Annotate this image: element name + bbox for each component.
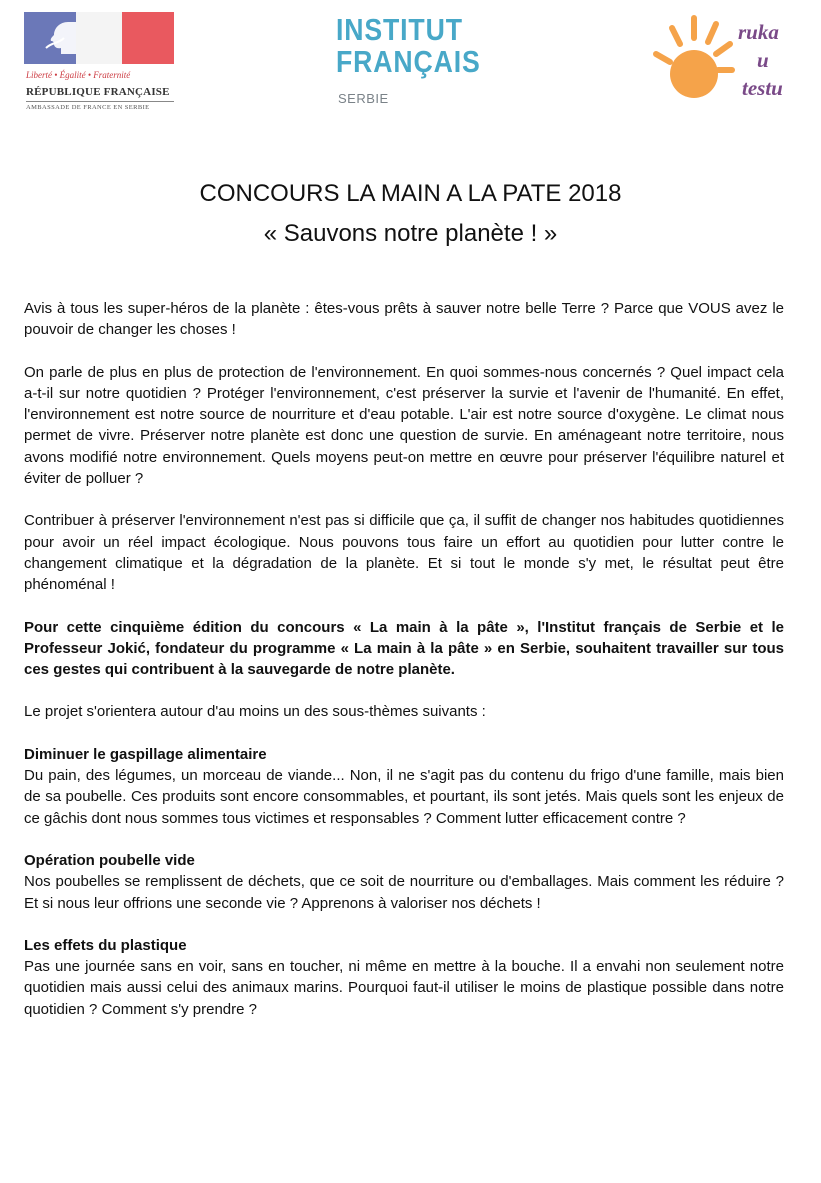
- subtheme-heading: Les effets du plastique: [24, 936, 187, 954]
- ruka-logo-line2: u: [757, 48, 769, 72]
- edition-paragraph: Pour cette cinquième édition du concours « La main à la pâte », l'Institut français de Serbie et le Professeur Jokić, fondateur du programme « La main à la pâte » en Serbie, souhaitent travailler sur tous ces gestes qui contribuent à la sauvegarde de notre planète.: [24, 618, 784, 679]
- tricolor-flag: [24, 12, 174, 64]
- subtheme-section: [24, 850, 784, 914]
- institut-logo-line2: FRANÇAIS: [336, 44, 481, 79]
- subtheme-heading: Diminuer le gaspillage alimentaire: [24, 745, 267, 763]
- institut-logo-country: SERBIE: [338, 91, 389, 106]
- divider: [26, 101, 174, 102]
- document-title: CONCOURS LA MAIN A LA PATE 2018: [199, 180, 622, 207]
- subtheme-heading: Opération poubelle vide: [24, 851, 195, 869]
- environment-paragraph: On parle de plus en plus de protection de l'environnement. En quoi sommes-nous concernés ? Quel impact cela a-t-il sur notre quotidien ? Protéger l'environnement, c'est préserver la survie et l'avenir de l'humanité. En effet, l'environnement est notre source de nourriture et d'eau potable. L'air est notre source d'oxygène. Le climat nous permet de vivre. Préserver notre planète est donc une question de survie. En aménageant notre territoire, nous avons modifié notre environnement. Quels moyens peut-on mettre en œuvre pour préserver l'équilibre naturel et éviter de polluer ?: [24, 363, 784, 488]
- republique-francaise-logo: [24, 12, 176, 116]
- header-logos: [0, 0, 821, 130]
- institut-francais-logo: [336, 14, 506, 114]
- subtheme-text: Pas une journée sans en voir, sans en toucher, ni même en mettre à la bouche. Il a envahi non seulement notre quotidien mais aussi celui des animaux marins. Pourquoi faut-il utiliser le moins de plastique possible dans notre quotidien ? Comment s'y prendre ?: [24, 958, 784, 1018]
- sun-hand-icon: [650, 10, 740, 110]
- subtheme-text: Nos poubelles se remplissent de déchets, que ce soit de nourriture ou d'emballages. Mais comment les réduire ? Et si nous leur offrions une seconde vie ? Apprenons à valoriser nos déchets !: [24, 873, 784, 912]
- document-body: [24, 298, 784, 1041]
- embassy-name: AMBASSADE DE FRANCE EN SERBIE: [26, 104, 150, 111]
- intro-paragraph: Avis à tous les super-héros de la planète : êtes-vous prêts à sauver notre belle Terre ? Parce que VOUS avez le pouvoir de changer les choses !: [24, 300, 784, 339]
- document-subtitle: « Sauvons notre planète ! »: [263, 220, 558, 247]
- ruka-logo-line1: ruka: [738, 20, 779, 44]
- ruka-logo-line3: testu: [742, 76, 783, 100]
- ruka-u-testu-logo: [650, 10, 800, 115]
- subthemes-intro: Le projet s'orientera autour d'au moins un des sous-thèmes suivants :: [24, 703, 486, 721]
- subtheme-section: [24, 744, 784, 829]
- marianne-profile-icon: [42, 18, 76, 58]
- subtheme-section: [24, 935, 784, 1020]
- republic-name: RÉPUBLIQUE FRANÇAISE: [26, 86, 170, 98]
- republic-motto: Liberté • Égalité • Fraternité: [26, 70, 131, 80]
- habits-paragraph: Contribuer à préserver l'environnement n'est pas si difficile que ça, il suffit de changer nos habitudes quotidiennes pour avoir un réel impact écologique. Nous pouvons tous faire un effort au quotidien pour lutter contre le changement climatique et la dégradation de la planète. Et si tout le monde s'y met, le résultat peut être phénoménal !: [24, 512, 784, 594]
- subtheme-text: Du pain, des légumes, un morceau de viande... Non, il ne s'agit pas du contenu du frigo d'une famille, mais bien de sa poubelle. Ces produits sont encore consommables, et pourtant, ils sont jetés. Mais quels sont les enjeux de ce gâchis dont nous sommes tous victimes et responsables ? Comment lutter efficacement contre ?: [24, 767, 784, 827]
- institut-logo-line1: INSTITUT: [336, 12, 463, 47]
